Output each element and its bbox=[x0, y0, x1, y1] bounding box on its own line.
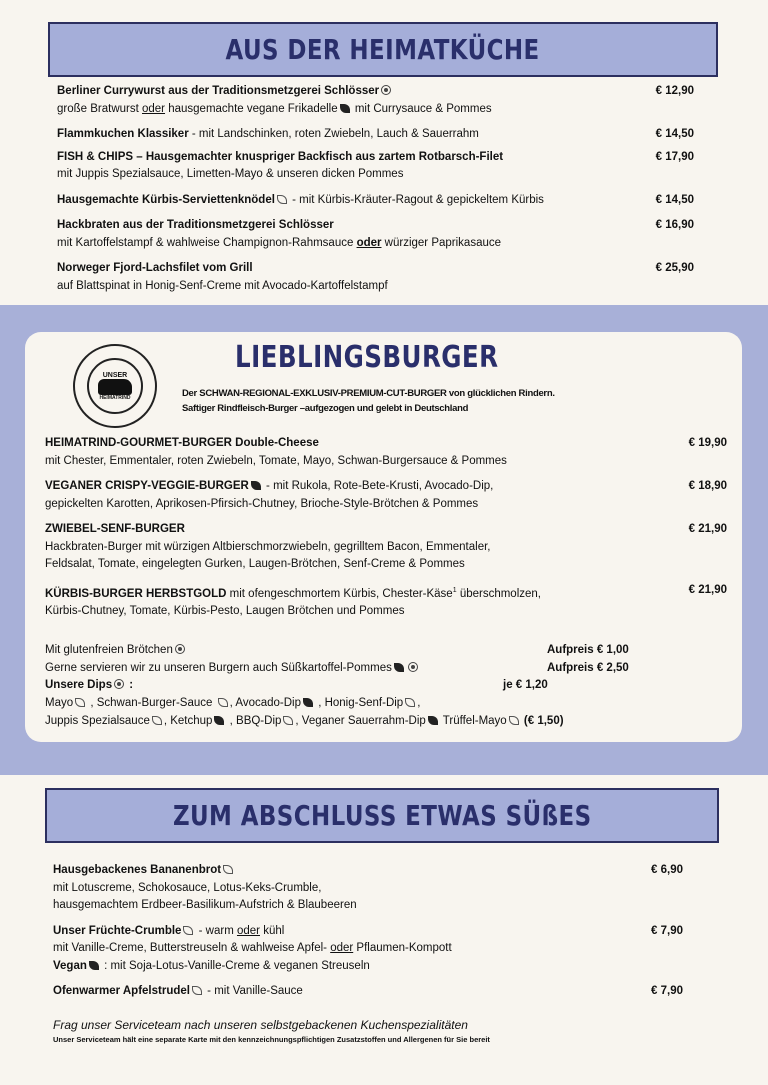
item-name: Flammkuchen Klassiker bbox=[57, 128, 189, 140]
item-desc: kühl bbox=[260, 924, 285, 937]
item-name: Hackbraten aus der Traditionsmetzgerei Schlösser bbox=[57, 219, 334, 231]
section-banner-dessert bbox=[45, 788, 719, 843]
cake-note: Frag unser Serviceteam nach unseren selbstgebackenen Kuchenspezialitäten bbox=[53, 1017, 468, 1032]
logo-text: UNSER bbox=[102, 371, 128, 379]
logo-text: HEIMATRIND bbox=[99, 394, 131, 401]
item-price: € 12,90 bbox=[655, 85, 694, 97]
item-price: € 14,50 bbox=[655, 128, 694, 140]
item-desc: mit ofengeschmortem Kürbis, Chester-Käse bbox=[226, 587, 453, 600]
item-price: € 18,90 bbox=[688, 480, 727, 492]
dips-colon: : bbox=[126, 679, 134, 692]
item-price: € 19,90 bbox=[688, 437, 727, 449]
item-name: KÜRBIS-BURGER HERBSTGOLD bbox=[45, 587, 227, 600]
vegetarian-leaf-icon bbox=[283, 716, 293, 725]
dip: Mayo bbox=[45, 697, 74, 710]
section-title: AUS DER HEIMATKÜCHE bbox=[225, 33, 541, 66]
gluten-free-icon bbox=[175, 644, 185, 654]
gluten-free-icon bbox=[381, 85, 391, 95]
item-name: Ofenwarmer Apfelstrudel bbox=[53, 985, 190, 997]
item-desc: würziger Paprikasauce bbox=[381, 236, 502, 249]
burger-extras bbox=[45, 642, 645, 731]
vegan-label: Vegan bbox=[53, 959, 87, 972]
tagline bbox=[182, 386, 555, 416]
vegan-leaf-icon bbox=[428, 716, 438, 725]
vegetarian-leaf-icon bbox=[223, 865, 233, 874]
burger-card bbox=[25, 332, 742, 742]
menu-item bbox=[45, 435, 727, 470]
gluten-free-icon bbox=[408, 662, 418, 672]
item-name: HEIMATRIND-GOURMET-BURGER Double-Cheese bbox=[45, 437, 319, 449]
vegan-leaf-icon bbox=[251, 481, 261, 490]
dip: , Honig-Senf-Dip bbox=[315, 697, 404, 710]
dip: , Schwan-Burger-Sauce bbox=[87, 697, 216, 710]
item-desc: mit Kartoffelstampf & wahlweise Champignon-Rahmsauce bbox=[57, 236, 357, 249]
tagline-line: Der SCHWAN-REGIONAL-EXKLUSIV-PREMIUM-CUT-BURGER von glücklichen Rindern. bbox=[182, 388, 555, 399]
item-desc: hausgemachte vegane Frikadelle bbox=[165, 102, 338, 115]
extra-text: Mit glutenfreien Brötchen bbox=[45, 644, 173, 656]
item-price: € 21,90 bbox=[688, 523, 727, 535]
item-desc: - warm bbox=[195, 924, 237, 937]
section-dessert bbox=[53, 862, 683, 1045]
item-price: € 21,90 bbox=[688, 583, 727, 596]
item-name: Berliner Currywurst aus der Traditionsmetzgerei Schlösser bbox=[57, 85, 380, 97]
section-title: LIEBLINGSBURGER bbox=[235, 340, 499, 375]
item-desc: gepickelten Karotten, Aprikosen-Pfirsich-Chutney, Brioche-Style-Brötchen & Pommes bbox=[45, 497, 479, 510]
extra-price: Aufpreis € 1,00 bbox=[547, 644, 629, 656]
vegetarian-leaf-icon bbox=[405, 698, 415, 707]
item-desc: überschmolzen, bbox=[456, 587, 541, 600]
item-name: Norweger Fjord-Lachsfilet vom Grill bbox=[57, 262, 253, 274]
menu-item bbox=[57, 126, 694, 144]
dip: Trüffel-Mayo bbox=[439, 714, 507, 727]
item-price: € 25,90 bbox=[655, 262, 694, 274]
item-desc: Kürbis-Chutney, Tomate, Kürbis-Pesto, Laugen Brötchen und Pommes bbox=[45, 604, 405, 617]
cow-icon bbox=[98, 379, 132, 395]
tagline-line: Saftiger Rindfleisch-Burger –aufgezogen und gelebt in Deutschland bbox=[182, 403, 469, 414]
item-name: FISH & CHIPS – Hausgemachter knuspriger Backfisch aus zartem Rotbarsch-Filet bbox=[57, 150, 504, 163]
item-desc: Hackbraten-Burger mit würzigen Altbierschmorzwiebeln, gegrilltem Bacon, Emmentaler, bbox=[45, 540, 491, 553]
item-desc: - mit Kürbis-Kräuter-Ragout & gepickeltem Kürbis bbox=[288, 193, 544, 206]
dip: , Ketchup bbox=[163, 714, 213, 727]
menu-item bbox=[57, 149, 694, 184]
menu-item bbox=[57, 217, 694, 252]
item-desc: mit Lotuscreme, Schokosauce, Lotus-Keks-Crumble, bbox=[53, 881, 322, 894]
item-desc: - mit Landschinken, roten Zwiebeln, Lauch & Sauerrahm bbox=[188, 128, 479, 140]
vegetarian-leaf-icon bbox=[218, 698, 228, 707]
menu-item bbox=[57, 192, 694, 210]
extra-text: Gerne servieren wir zu unseren Burgern auch Süßkartoffel-Pommes bbox=[45, 661, 392, 674]
section-title: ZUM ABSCHLUSS ETWAS SÜßES bbox=[172, 799, 592, 832]
vegan-leaf-icon bbox=[214, 716, 224, 725]
dip: Juppis Spezialsauce bbox=[45, 714, 150, 727]
dip: , Avocado-Dip bbox=[229, 697, 301, 710]
allergen-note: Unser Serviceteam hält eine separate Karte mit den kennzeichnungspflichtigen Zusatzstoffen und Allergenen für Sie bereit bbox=[53, 1035, 490, 1044]
oder-text: oder bbox=[142, 102, 166, 115]
item-desc: auf Blattspinat in Honig-Senf-Creme mit Avocado-Kartoffelstampf bbox=[57, 279, 388, 292]
item-desc: mit Chester, Emmentaler, roten Zwiebeln, Tomate, Mayo, Schwan-Burgersauce & Pommes bbox=[45, 454, 507, 467]
item-name: ZWIEBEL-SENF-BURGER bbox=[45, 523, 185, 535]
menu-item bbox=[53, 983, 683, 1001]
item-price: € 14,50 bbox=[655, 193, 694, 206]
dip: , BBQ-Dip bbox=[226, 714, 282, 727]
menu-item bbox=[45, 478, 727, 513]
item-desc: : mit Soja-Lotus-Vanille-Creme & veganen Streuseln bbox=[100, 959, 370, 972]
vegetarian-leaf-icon bbox=[509, 716, 519, 725]
menu-item bbox=[53, 862, 683, 915]
item-desc: mit Currysauce & Pommes bbox=[351, 102, 492, 115]
item-price: € 16,90 bbox=[655, 219, 694, 231]
item-desc: hausgemachtem Erdbeer-Basilikum-Aufstrich & Blaubeeren bbox=[53, 899, 357, 911]
item-desc: mit Juppis Spezialsauce, Limetten-Mayo & unseren dicken Pommes bbox=[57, 168, 404, 180]
footnote-mark: 1 bbox=[452, 586, 457, 594]
vegan-leaf-icon bbox=[89, 961, 99, 970]
vegetarian-leaf-icon bbox=[192, 986, 202, 995]
item-name: Unser Früchte-Crumble bbox=[53, 924, 182, 937]
item-desc: große Bratwurst bbox=[57, 102, 142, 115]
item-desc: mit Vanille-Creme, Butterstreuseln & wahlweise Apfel- bbox=[53, 942, 331, 954]
oder-text: oder bbox=[330, 942, 354, 954]
burger-list bbox=[45, 435, 727, 620]
item-name: Hausgemachte Kürbis-Serviettenknödel bbox=[57, 193, 275, 206]
item-name: VEGANER CRISPY-VEGGIE-BURGER bbox=[45, 480, 249, 492]
item-name: Hausgebackenes Bananenbrot bbox=[53, 864, 222, 876]
item-desc: Feldsalat, Tomate, eingelegten Gurken, Laugen-Brötchen, Senf-Creme & Pommes bbox=[45, 558, 465, 570]
vegetarian-leaf-icon bbox=[152, 716, 162, 725]
item-price: € 7,90 bbox=[651, 985, 683, 997]
menu-item bbox=[45, 582, 727, 621]
menu-item bbox=[45, 521, 727, 574]
item-price: € 6,90 bbox=[651, 864, 683, 876]
dip: , bbox=[417, 697, 421, 710]
oder-text: oder bbox=[356, 236, 382, 249]
item-price: € 17,90 bbox=[655, 150, 694, 163]
vegan-leaf-icon bbox=[394, 663, 404, 672]
dip-price: (€ 1,50) bbox=[520, 714, 564, 727]
dip: , Veganer Sauerrahm-Dip bbox=[295, 714, 426, 727]
dips-label: Unsere Dips bbox=[45, 679, 113, 692]
item-desc: - mit Vanille-Sauce bbox=[203, 985, 303, 997]
oder-text: oder bbox=[236, 924, 260, 937]
gluten-free-icon bbox=[114, 679, 124, 689]
vegetarian-leaf-icon bbox=[75, 698, 85, 707]
item-price: € 7,90 bbox=[651, 924, 683, 937]
vegetarian-leaf-icon bbox=[277, 195, 287, 204]
menu-item bbox=[57, 260, 694, 295]
vegan-leaf-icon bbox=[340, 104, 350, 113]
item-desc: Pflaumen-Kompott bbox=[353, 942, 452, 954]
item-desc: - mit Rukola, Rote-Bete-Krusti, Avocado-Dip, bbox=[262, 480, 494, 492]
extra-price: Aufpreis € 2,50 bbox=[547, 661, 629, 674]
menu-item bbox=[57, 83, 694, 118]
menu-item bbox=[53, 923, 683, 976]
heimatrind-logo bbox=[73, 344, 157, 428]
section-heimatkueche bbox=[57, 83, 694, 295]
vegan-leaf-icon bbox=[303, 698, 313, 707]
section-banner-heimatkueche bbox=[48, 22, 718, 77]
dips-price: je € 1,20 bbox=[503, 679, 548, 692]
vegetarian-leaf-icon bbox=[183, 926, 193, 935]
